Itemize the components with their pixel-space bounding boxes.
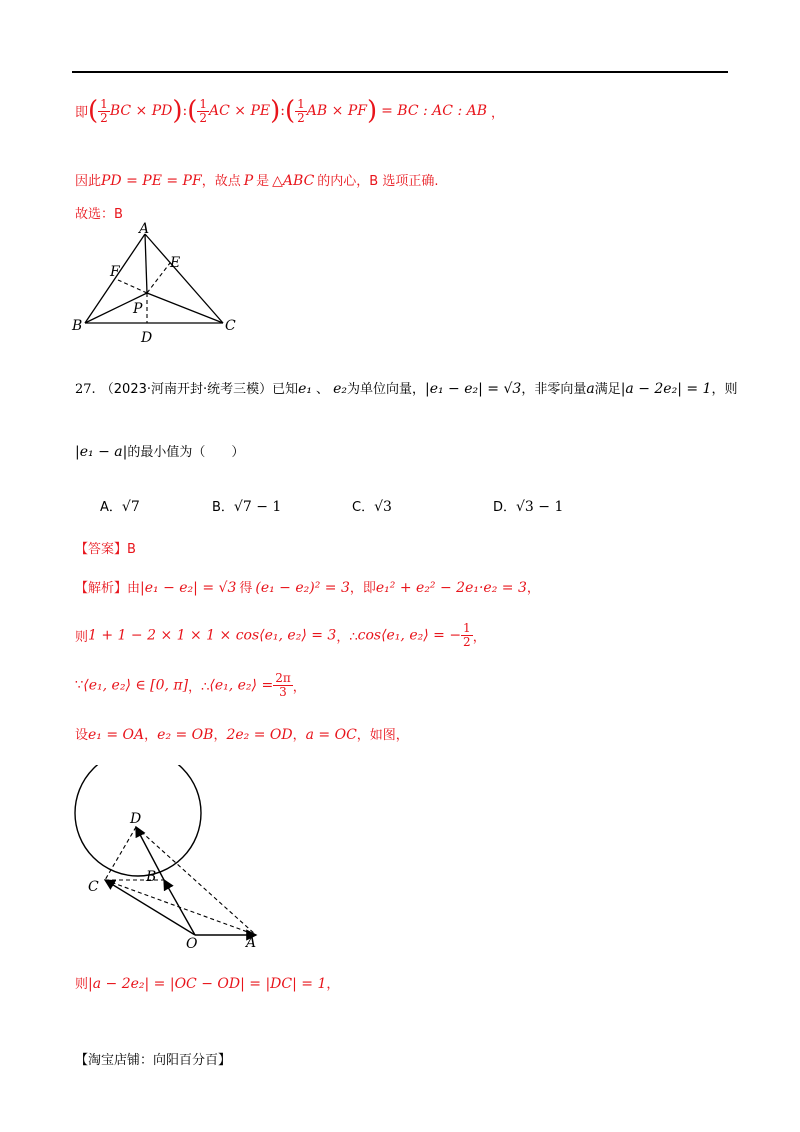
analysis-line3: ∵⟨e₁, e₂⟩ ∈ [0, π]，∴⟨e₁, e₂⟩ = $\frac{2\pi}{3}$ ， (75, 671, 306, 699)
option-a: A．√7 (100, 499, 140, 515)
equal-distances: PD = PE = PF (101, 173, 202, 189)
question-source: （2023·河南开封·统考三模）已知 (100, 382, 299, 397)
footer-shop: 【淘宝店铺：向阳百分百】 (75, 1053, 232, 1068)
label-B2: B (146, 869, 157, 885)
label-D2: D (130, 811, 142, 827)
answer-line (75, 538, 136, 557)
term-ab-pf: AB × PF (306, 103, 367, 119)
vector-circle-figure (60, 765, 280, 955)
fraction-one-half: $\frac{1}{2}$ (463, 621, 471, 649)
choice-line: 故选：B (75, 207, 123, 222)
question-27-line2: |e₁ − a|的最小值为（ ） (75, 444, 245, 460)
fraction-two-pi-three: $\frac{2\pi}{3}$ (275, 671, 291, 699)
label-D: D (141, 330, 153, 346)
option-c: C．√3 (352, 499, 392, 515)
label-B: B (72, 318, 83, 334)
question-27-line1: 27. （2023·河南开封·统考三模）已知e₁ 、 e₂为单位向量，|e₁ − e₂| = √3，非零向量a满足|a − 2e₂| = 1，则 (75, 381, 738, 397)
analysis-line2: 则1 + 1 − 2 × 1 × 1 × cos⟨e₁, e₂⟩ = 3，∴cos⟨e₁, e₂⟩ = − $\frac{1}{2}$ ， (75, 621, 486, 649)
label-C: C (225, 318, 236, 334)
label-P: P (133, 301, 143, 317)
label-C2: C (88, 879, 99, 895)
term-bc-pd: BC × PD (109, 103, 173, 119)
option-b: B．√7 − 1 (212, 499, 282, 515)
target-expression: |e₁ − a| (75, 444, 128, 460)
text-ji: 即 (75, 105, 89, 121)
analysis-line1: 【解析】由|e₁ − e₂| = √3 得 (e₁ − e₂)² = 3，即e₁² + e₂² − 2e₁·e₂ = 3， (75, 580, 540, 596)
analysis-label: 【解析】 (75, 581, 128, 596)
fraction-half-2: $\frac{1}{2}$ (199, 96, 208, 125)
answer-label: 【答案】 (75, 542, 128, 557)
label-A2: A (246, 935, 257, 951)
header-rule (72, 71, 728, 73)
label-E: E (170, 255, 181, 271)
triangle-figure (60, 220, 260, 350)
conclusion-line: 因此PD = PE = PF，故点 P 是 △ABC 的内心，B 选项正确. (75, 173, 439, 189)
term-ac-pe: AC × PE (209, 103, 271, 119)
triangle-abc: △ABC (272, 173, 315, 189)
ratio-rhs: = BC : AC : AB (381, 103, 488, 119)
label-O: O (186, 936, 198, 952)
question-number: 27. (75, 382, 96, 397)
fraction-half-3: $\frac{1}{2}$ (297, 96, 305, 125)
formula-line-ratio: 即( $\frac{1}{2}$ BC × PD):( $\frac{1}{2}$ AC × PE):( $\frac{1}{2}$ AB × PF) = BC : AC : AB ， (75, 96, 505, 126)
condition-1: |e₁ − e₂| = √3 (424, 381, 522, 397)
label-A: A (139, 221, 150, 237)
label-F: F (110, 264, 120, 280)
fraction-half-1: $\frac{1}{2}$ (100, 96, 108, 125)
analysis-line5: 则|a − 2e₂| = |OC − OD| = |DC| = 1， (75, 976, 340, 992)
analysis-line4: 设e₁ = OA，e₂ = OB，2e₂ = OD，a = OC，如图， (75, 727, 409, 743)
answer-value: B (127, 542, 136, 557)
option-d: D．√3 − 1 (493, 499, 564, 515)
condition-2: |a − 2e₂| = 1 (620, 381, 712, 397)
